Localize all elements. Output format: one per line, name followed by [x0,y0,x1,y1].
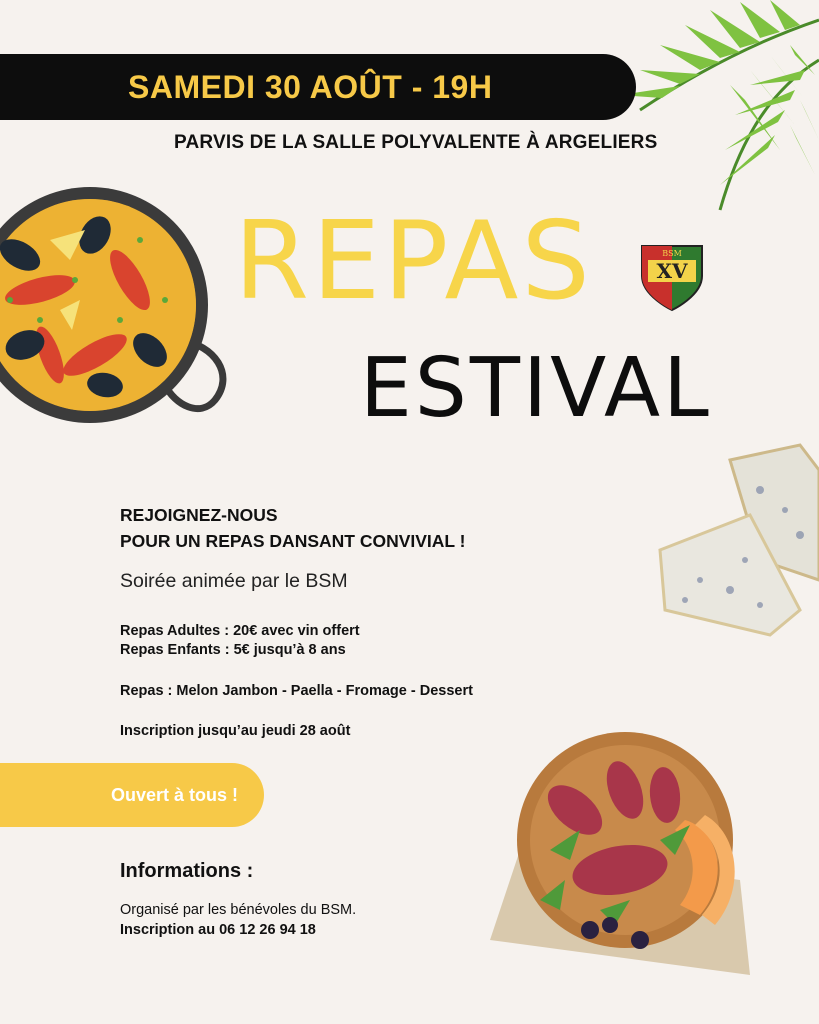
charcuterie-platter-illustration [480,730,770,990]
title-estival: ESTIVAL [360,341,712,436]
headline-line-2: POUR UN REPAS DANSANT CONVIVIAL ! [120,531,466,551]
headline [120,502,466,554]
price-children: Repas Enfants : 5€ jusqu’à 8 ans [120,642,346,658]
cheese-illustration [650,440,819,640]
event-venue: PARVIS DE LA SALLE POLYVALENTE À ARGELIERS [174,132,658,153]
menu-line: Repas : Melon Jambon - Paella - Fromage - Dessert [120,683,473,699]
palm-leaf-illustration [600,0,819,220]
logo-top-text: BSM [662,249,682,258]
price-list [120,622,360,660]
price-adults: Repas Adultes : 20€ avec vin offert [120,623,360,639]
registration-deadline: Inscription jusqu’au jeudi 28 août [120,723,351,739]
paella-pan-illustration [0,180,240,440]
title-repas: REPAS [234,199,593,324]
event-date: SAMEDI 30 AOÛT - 19H [128,68,493,105]
headline-line-1: REJOIGNEZ-NOUS [120,505,278,525]
club-logo-icon [638,240,706,312]
event-subtitle: Soirée animée par le BSM [120,570,348,592]
info-organizer: Organisé par les bénévoles du BSM. [120,902,357,918]
info-phone: Inscription au 06 12 26 94 18 [120,922,316,938]
logo-text: XV [656,259,688,283]
open-to-all-label: Ouvert à tous ! [110,784,238,805]
open-to-all-badge [0,763,264,827]
info-heading: Informations : [120,860,254,882]
date-banner [0,54,636,120]
